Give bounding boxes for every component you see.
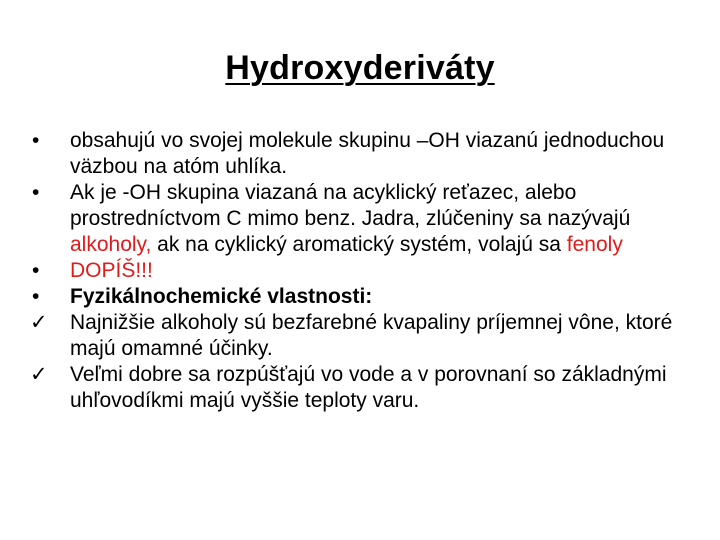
bullet-icon: • bbox=[32, 129, 40, 152]
list-item bbox=[30, 362, 690, 414]
bullet-icon: • bbox=[32, 181, 40, 204]
slide-title: Hydroxyderiváty bbox=[225, 49, 495, 87]
bullet-icon: • bbox=[32, 285, 40, 308]
list-item-text: Fyzikálnochemické vlastnosti: bbox=[70, 285, 373, 308]
list-item bbox=[30, 310, 690, 362]
list-item bbox=[30, 284, 690, 310]
highlight-fenoly: fenoly bbox=[566, 233, 623, 256]
content-list bbox=[30, 128, 690, 414]
list-item bbox=[30, 128, 690, 180]
highlight-alkoholy: alkoholy, bbox=[70, 233, 152, 256]
list-item-text: obsahujú vo svojej molekule skupinu –OH viazanú jednoduchou väzbou na atóm uhlíka. bbox=[70, 129, 665, 178]
list-item-text: DOPÍŠ!!! bbox=[70, 259, 153, 282]
list-item-text-part: Ak je -OH skupina viazaná na acyklický reťazec, alebo prostredníctvom C mimo benz. Jadra, zlúčeniny sa nazývajú bbox=[70, 181, 631, 230]
list-item bbox=[30, 258, 690, 284]
checkmark-icon: ✓ bbox=[30, 311, 48, 334]
list-item-text: Veľmi dobre sa rozpúšťajú vo vode a v porovnaní so základnými uhľovodíkmi majú vyššie teploty varu. bbox=[70, 363, 667, 412]
checkmark-icon: ✓ bbox=[30, 363, 48, 386]
bullet-icon: • bbox=[32, 259, 40, 282]
list-item bbox=[30, 180, 690, 258]
list-item-text: Najnižšie alkoholy sú bezfarebné kvapaliny príjemnej vône, ktoré majú omamné účinky. bbox=[70, 311, 673, 360]
list-item-text-part: ak na cyklický aromatický systém, volajú sa bbox=[151, 233, 567, 256]
